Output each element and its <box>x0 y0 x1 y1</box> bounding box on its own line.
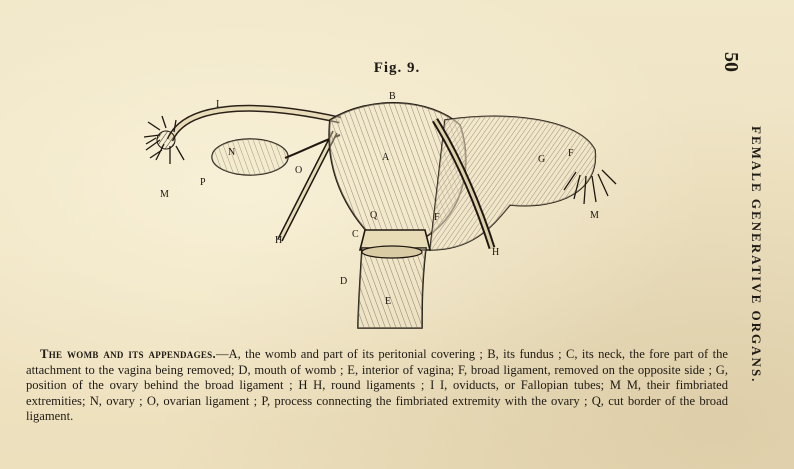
page-number: 50 <box>720 52 742 72</box>
figure-title: Fig. 9. <box>373 60 421 76</box>
running-head: FEMALE GENERATIVE ORGANS. <box>749 126 764 384</box>
label-d: D <box>340 276 348 287</box>
label-e: E <box>385 296 392 307</box>
label-c: C <box>352 229 359 240</box>
label-i: I <box>216 99 220 110</box>
label-g: G <box>538 154 546 165</box>
label-b: B <box>389 91 396 102</box>
label-m-left: M <box>160 189 169 200</box>
label-p: P <box>200 177 206 188</box>
caption-lead: The womb and its appendages. <box>40 347 216 361</box>
label-h-right: H <box>492 247 500 258</box>
figure-caption <box>26 347 728 425</box>
label-o: O <box>295 165 303 176</box>
label-f-right: F <box>568 148 574 159</box>
label-n: N <box>228 147 236 158</box>
label-h-left: H <box>275 235 283 246</box>
label-q: Q <box>370 210 378 221</box>
label-m-right: M <box>590 210 599 221</box>
label-a: A <box>382 152 390 163</box>
caption-body: —A, the womb and part of its peritonial covering ; B, its fundus ; C, its neck, the fore part of the attachment to the vagina being removed; D, mouth of womb ; E, interior of vagina; F, broad ligament, removed on the opposite side ; G, position of the ovary behind the broad ligament ; H H, round ligaments ; I I, oviducts, or Fallopian tubes; M M, their fimbriated extremities; N, ovary ; O, ovarian ligament ; P, process connecting the fimbriated extremity with the ovary ; Q, cut border of the broad ligament. <box>26 347 728 423</box>
label-f: F <box>434 212 440 223</box>
womb-illustration <box>130 80 630 330</box>
